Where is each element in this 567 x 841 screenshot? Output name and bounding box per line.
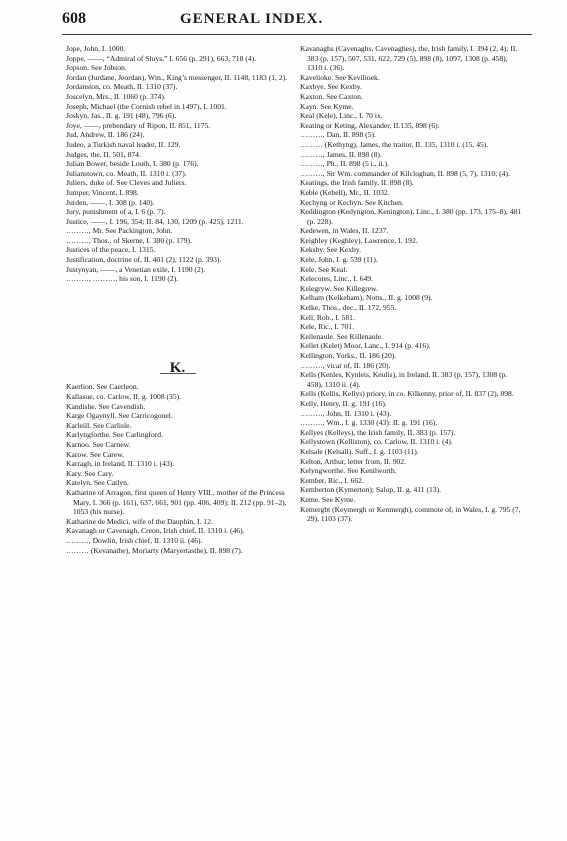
index-entry: Karlyngforthe. See Carlingford. <box>66 430 164 440</box>
index-entry: Kellyes (Kelleys), the Irish family, II. 383 (p. 157). <box>300 427 456 437</box>
index-entry: Kandishe. See Cavendish. <box>66 401 146 411</box>
left-entries-k <box>66 382 289 555</box>
index-entry: Kelke, Thos., dec., II. 172, 955. <box>300 303 397 313</box>
page-number: 608 <box>62 10 86 27</box>
index-entry: Jury, punishment of a, I. 6 (p. 7). <box>66 207 166 217</box>
index-entry: Justice, ——, I. 196, 354; II. 84, 130, 1209 (p. 425), 1211. <box>66 216 244 226</box>
index-entry: Kavanagh or Cavenagh, Creon, Irish chief, II. 1310 i. (46). <box>66 526 245 536</box>
index-entry: Kele, John, I. g. 539 (11). <box>300 255 378 265</box>
index-entry: Justynyan, ——, a Venetian exile, I. 1190 (2). <box>66 264 206 274</box>
index-entry: Kele, Ric., I. 701. <box>300 322 354 332</box>
index-entry: Keighley (Keghley), Lawrence, I. 192. <box>300 235 418 245</box>
index-entry: Katharine de Medici, wife of the Dauphin, I. 12. <box>66 516 213 526</box>
index-entry: Kelly, Henry, II. g. 191 (16). <box>300 398 387 408</box>
index-entry: Kelegryw. See Killegrew. <box>300 283 378 293</box>
index-entry: Kavelioke. See Kevilioek. <box>300 72 380 82</box>
index-entry: Keddington (Kedyngton, Kenington), Linc., I. 380 (pp. 173, 175–8), 481 (p. 228). <box>300 207 522 226</box>
index-entry: Kellington, Yorks., II. 186 (20). <box>300 351 397 360</box>
index-entry: Kele. See Keal. <box>300 264 348 274</box>
index-entry: Karnoo. See Carnew. <box>66 440 131 449</box>
index-entry: Kelham (Kelkeham), Notts., II. g. 1008 (9). <box>300 293 433 303</box>
index-entry: Justices of the peace, I. 1315. <box>66 245 156 255</box>
index-entry: Kelecotes, Linc., I. 649. <box>300 274 373 284</box>
index-entry: Keal (Kele), Linc., I. 70 ix. <box>300 111 383 121</box>
index-entry: Kells (Kellis, Kellys) priory, in co. Kilkenny, prior of, II. 837 (2), 898. <box>300 389 514 399</box>
index-entry: Julianstown, co. Meath, II. 1310 i. (37). <box>66 168 187 178</box>
index-entry: Kaerlion. See Caerleon. <box>66 382 139 392</box>
index-entry: Karragh, in Ireland, II. 1310 i. (43). <box>66 459 175 469</box>
index-entry: Joseph, Michael (the Cornish rebel in 1497), I. 1001. <box>66 101 227 111</box>
index-entry: Julian Bower, beside Louth, I. 380 (p. 176). <box>66 159 199 169</box>
index-entry: ………, John, II. 1310 i. (43). <box>300 408 392 418</box>
section-letter: K. <box>169 359 186 376</box>
index-entry: Karow. See Carew. <box>66 449 125 459</box>
index-entry: Joppe, ——, “Admiral of Sluys,” I. 656 (p. 291), 663, 718 (4). <box>66 53 257 63</box>
index-entry: Keme. See Kyme. <box>300 494 356 504</box>
index-entry: Karge Ogaynyll. See Carricogonel. <box>66 411 173 421</box>
page-header <box>62 10 512 32</box>
index-entry: Jud, Andrew, II. 186 (24). <box>66 130 145 140</box>
index-entry: Jope, John, I. 1000. <box>66 44 126 53</box>
index-entry: ………, Wm., I. g. 1330 (43): II. g. 191 (16). <box>300 418 438 428</box>
header-rule <box>62 34 532 35</box>
index-entry: ………, Ph., II. 898 (5 i., ii.). <box>300 159 390 169</box>
index-entry: Kelsale (Kelsall), Suff., I. g. 1103 (11). <box>300 446 419 456</box>
index-entry: Jopson. See Jobson. <box>66 63 127 73</box>
index-entry: ………, Dan, II. 898 (5). <box>300 130 376 140</box>
index-entry: Jordanston, co. Meath, II. 1310 (37). <box>66 82 178 92</box>
index-entry: ………, Dowlin, Irish chief, II. 1310 ii. (46). <box>66 535 203 545</box>
index-entry: Kedewen, in Wales, II. 1237. <box>300 226 389 236</box>
index-entry: Kelyngworthe. See Kenilworth. <box>300 466 397 476</box>
index-entry: ……… (Kethyng), James, the traitor, II. 135, 1310 i. (15, 45). <box>300 139 489 149</box>
index-entry: Kallasue, co. Carlow, II. g. 1008 (35). <box>66 392 182 402</box>
index-entry: Kechyng or Kechyn. See Kitchen. <box>300 197 404 207</box>
index-entry: Kellystown (Kelliston), co. Carlow, II. 1310 i. (4). <box>300 437 453 447</box>
left-column <box>66 44 289 555</box>
index-entry: Kemberton (Kymerton); Salop, II. g. 411 (13). <box>300 485 442 495</box>
running-title: GENERAL INDEX. <box>180 11 324 27</box>
index-entry: Jordan (Jurdane, Jeordan), Wm., King’s messenger, II. 1148, 1183 (1, 2). <box>66 72 288 82</box>
index-entry: ………, ………, his son, I. 1190 (2). <box>66 274 179 284</box>
index-entry: ……… (Kevanathe), Moriarty (Maryertasthe), II. 898 (7). <box>66 545 243 555</box>
index-entry: Jurden, ——, I. 308 (p. 140). <box>66 197 155 207</box>
index-entry: Judeo, a Turkish naval leader, II. 129. <box>66 139 181 149</box>
index-entry: Juliers, duke of. See Cleves and Juliers. <box>66 178 187 188</box>
index-entry: Kemergbt (Keymergh or Kenmergh), commote of, in Wales, I. g. 795 (7, 29), 1103 (37). <box>300 504 521 524</box>
index-entry: Kaxton. See Caxton. <box>300 91 363 101</box>
index-entry: Kember, Ric., I. 662. <box>300 475 364 485</box>
index-entry: Justification, doctrine of, II. 401 (2), 1122 (p. 393). <box>66 255 222 265</box>
index-entry: Kellet (Kelet) Moor, Lanc., I. 914 (p. 416). <box>300 341 431 351</box>
index-entry: Kavanaghs (Cavenaghs, Cavenaghes), the, Irish family, I. 394 (2, 4); II. 383 (p. 157), 507, 531, 622, 729 (5), 898 (8), 1097, 1308 (p. 458), 1310 i. (36). <box>300 44 518 73</box>
section-letter-block <box>66 359 289 376</box>
index-entry: Keating or Keting, Alexander, II.135, 898 (6). <box>300 120 440 130</box>
index-entry: Joscelyn, Mrs., II. 1060 (p. 374). <box>66 91 166 101</box>
index-entry: Joskyn, Jas., II. g. 191 (48), 796 (6). <box>66 111 177 121</box>
index-entry: Keatings, the Irish family, II. 898 (8). <box>300 178 414 188</box>
index-entry: Joye, ——, prebendary of Ripon, II. 851, 1175. <box>66 120 211 130</box>
index-entry: Katharine of Arragon, first queen of Henry VIII., mother of the Princess Mary, I. 366 (p. 161), 637, 661, 901 (pp. 406, 409); II. 212 (pp. 91–2), 1053 (his nurse). <box>66 487 287 517</box>
index-entry: Keksby. See Kexby. <box>300 245 362 255</box>
right-column <box>300 44 523 524</box>
index-entry: ………, Mr. See Packington, John. <box>66 226 173 236</box>
index-entry: Kell, Rob., I. 581. <box>300 312 355 322</box>
index-entry: Kayn. See Kyme. <box>300 101 354 111</box>
index-entry: Jumper, Vincent, I. 898. <box>66 187 139 197</box>
left-entries-j <box>66 44 289 284</box>
index-entry: Kellenaule. See Killenaule. <box>300 331 384 341</box>
index-entry: ………, James, II. 898 (8). <box>300 149 382 159</box>
index-entry: ………, Sir Wm. commander of Kilcloghan, II. 898 (5, 7), 1310; (4). <box>300 168 510 178</box>
index-entry: Kaxbye. See Kexby. <box>300 82 362 92</box>
index-entry: Karleill. See Carlisle. <box>66 420 132 430</box>
index-entry: Judges, the, II. 501, 874. <box>66 149 141 159</box>
index-entry: Kary. See Cary. <box>66 468 114 478</box>
index-entry: ………, Thos., of Skerne, I. 380 (p. 179). <box>66 235 192 245</box>
index-entry: Katelyn. See Catlyn. <box>66 478 129 488</box>
index-entry: ………, vicar of, II. 186 (20). <box>300 360 391 370</box>
index-entry: Kells (Kenles, Kynleis, Keulis), in Ireland, II. 383 (p. 157), 1308 (p. 458), 1310 ii. (4). <box>300 370 508 389</box>
index-entry: Keble (Kebell), Mr., II. 1032. <box>300 187 390 197</box>
index-entry: Kelton, Arthur, letter from, II. 902. <box>300 456 406 466</box>
